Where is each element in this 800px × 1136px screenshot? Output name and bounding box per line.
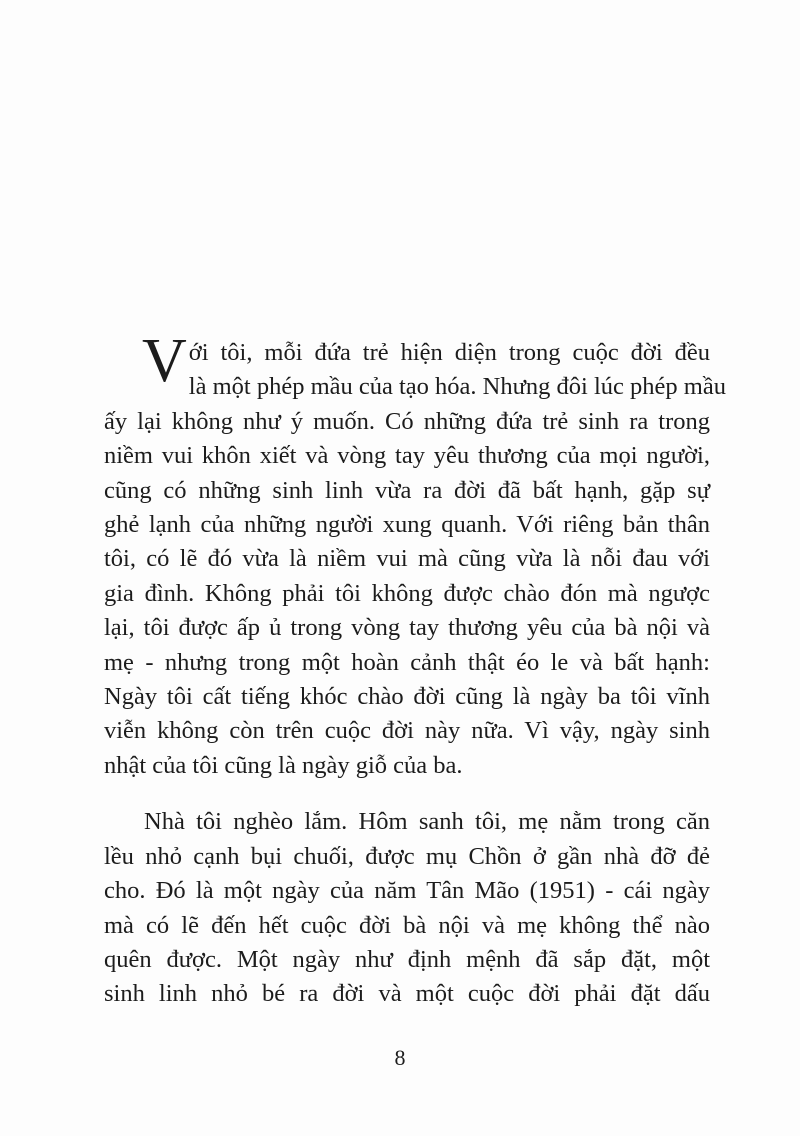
text-line: lại, tôi được ấp ủ trong vòng tay thương yêu của bà nội và <box>104 614 710 642</box>
text-line: tôi, có lẽ đó vừa là niềm vui mà cũng vừa là nỗi đau với <box>104 545 710 573</box>
text-line: quên được. Một ngày như định mệnh đã sắp đặt, một <box>104 945 710 973</box>
text-line: nhật của tôi cũng là ngày giỗ của ba. <box>104 751 463 779</box>
text-line: ấy lại không như ý muốn. Có những đứa trẻ sinh ra trong <box>104 407 710 435</box>
text-line: cũng có những sinh linh vừa ra đời đã bất hạnh, gặp sự <box>104 476 710 504</box>
text-line: là một phép mầu của tạo hóa. Nhưng đôi lúc phép mầu <box>188 373 726 401</box>
paragraph-2 <box>104 805 710 1011</box>
drop-cap: V <box>142 327 187 395</box>
text-line <box>104 805 710 839</box>
text-line: Ngày tôi cất tiếng khóc chào đời cũng là ngày ba tôi vĩnh <box>104 683 710 711</box>
text-line: lều nhỏ cạnh bụi chuối, được mụ Chồn ở gần nhà đỡ đẻ <box>104 842 710 870</box>
text-line: sinh linh nhỏ bé ra đời và một cuộc đời phải đặt dấu <box>104 980 710 1008</box>
body-text <box>104 327 726 1012</box>
text-line: ghẻ lạnh của những người xung quanh. Với riêng bản thân <box>104 511 710 539</box>
paragraph-1 <box>104 327 726 783</box>
page-number: 8 <box>394 1045 406 1070</box>
text-line: gia đình. Không phải tôi không được chào đón mà ngược <box>104 579 710 607</box>
text-line: viễn không còn trên cuộc đời này nữa. Vì vậy, ngày sinh <box>104 717 710 745</box>
text-line: mẹ - nhưng trong một hoàn cảnh thật éo le và bất hạnh: <box>104 648 710 676</box>
text-line: cho. Đó là một ngày của năm Tân Mão (1951) - cái ngày <box>104 877 710 905</box>
text-line-content: Nhà tôi nghèo lắm. Hôm sanh tôi, mẹ nằm trong căn <box>144 808 710 836</box>
text-line: ới tôi, mỗi đứa trẻ hiện diện trong cuộc đời đều <box>188 339 710 366</box>
text-line: mà có lẽ đến hết cuộc đời bà nội và mẹ không thể nào <box>104 911 710 939</box>
text-line: niềm vui khôn xiết và vòng tay yêu thương của mọi người, <box>104 442 710 470</box>
